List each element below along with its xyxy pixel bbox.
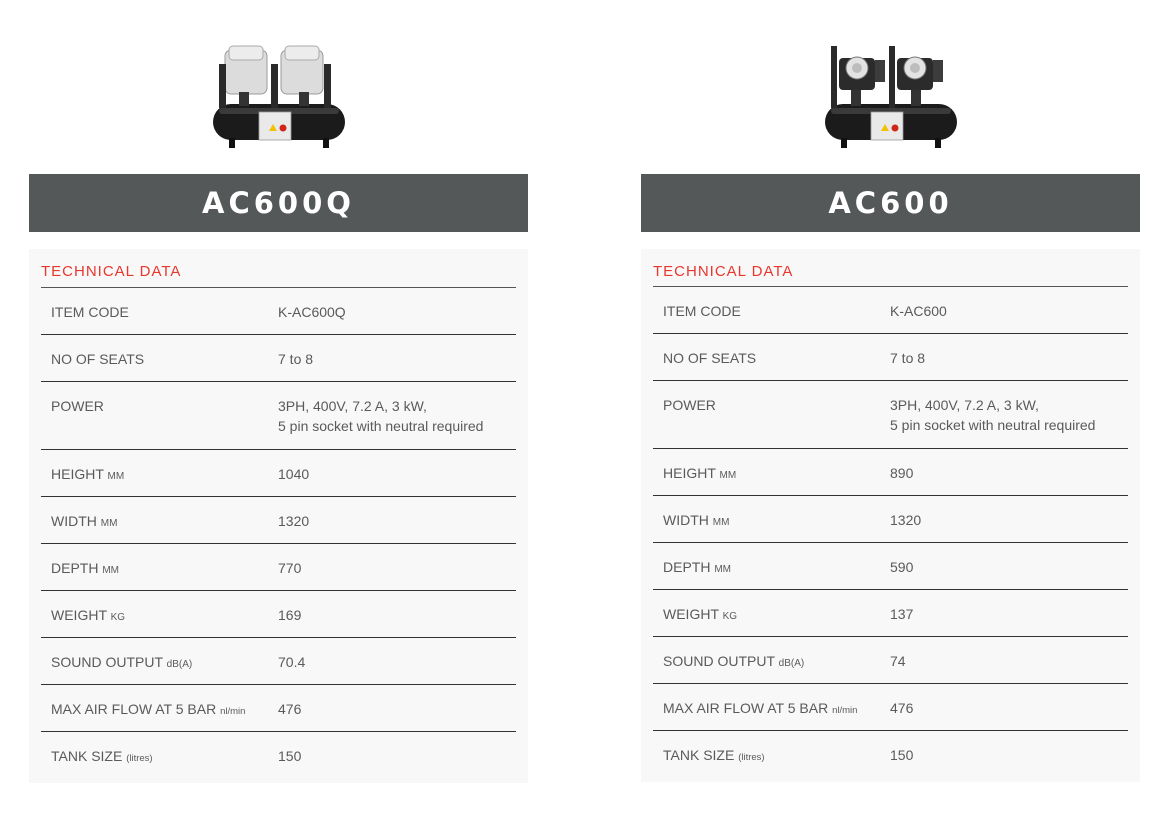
spec-row <box>41 335 516 382</box>
spec-label-text: ITEM CODE <box>663 303 741 319</box>
spec-row <box>41 497 516 544</box>
spec-unit: KG <box>722 611 738 622</box>
spec-label-text: HEIGHT <box>663 465 716 481</box>
spec-label-text: TANK SIZE <box>663 747 735 763</box>
spec-row <box>653 449 1128 496</box>
model-title: AC600Q <box>29 174 528 232</box>
spec-unit: MM <box>714 564 732 575</box>
spec-value <box>278 542 516 590</box>
spec-value-line: K-AC600 <box>890 303 947 319</box>
spec-label-text: POWER <box>51 398 104 414</box>
spec-value-line: 74 <box>890 653 906 669</box>
spec-value <box>890 588 1128 636</box>
spec-row <box>41 544 516 591</box>
spec-label-text: NO OF SEATS <box>51 351 145 367</box>
spec-value-line: 476 <box>278 701 302 717</box>
dual-compressor-enclosed-image <box>199 36 359 152</box>
spec-label <box>653 287 890 333</box>
spec-label <box>41 544 278 590</box>
spec-row <box>41 382 516 450</box>
spec-value-line: 70.4 <box>278 654 306 670</box>
spec-value-line: 590 <box>890 559 914 575</box>
spec-unit: (litres) <box>738 752 765 763</box>
spec-value-line: 7 to 8 <box>890 350 926 366</box>
spec-unit: MM <box>719 470 737 481</box>
spec-unit: nl/min <box>832 705 858 716</box>
spec-row <box>41 638 516 685</box>
spec-value-line: 7 to 8 <box>278 351 314 367</box>
spec-label <box>41 288 278 334</box>
spec-value-line: 150 <box>890 747 914 763</box>
spec-value-line: 1040 <box>278 466 310 482</box>
spec-label <box>41 497 278 543</box>
spec-label-text: WIDTH <box>51 513 97 529</box>
spec-label <box>41 591 278 637</box>
spec-row <box>41 685 516 732</box>
spec-value <box>890 379 1128 448</box>
spec-unit: (litres) <box>126 753 153 764</box>
spec-value <box>890 447 1128 495</box>
spec-row <box>653 684 1128 731</box>
spec-row <box>653 334 1128 381</box>
spec-label <box>41 732 278 779</box>
spec-unit: MM <box>100 518 118 529</box>
spec-value <box>278 589 516 637</box>
spec-label-text: HEIGHT <box>51 466 104 482</box>
spec-value-line: 137 <box>890 606 914 622</box>
spec-value-line: 3PH, 400V, 7.2 A, 3 kW, <box>278 398 427 414</box>
spec-value-line: 1320 <box>890 512 922 528</box>
spec-value <box>890 729 1128 778</box>
spec-value-line: 890 <box>890 465 914 481</box>
spec-label-text: TANK SIZE <box>51 748 123 764</box>
spec-table <box>41 288 516 779</box>
spec-value-line: 150 <box>278 748 302 764</box>
spec-unit: nl/min <box>220 706 246 717</box>
spec-value <box>278 683 516 731</box>
spec-row <box>653 496 1128 543</box>
spec-label <box>41 382 278 449</box>
spec-row <box>653 590 1128 637</box>
spec-value-line: 770 <box>278 560 302 576</box>
technical-data-heading: TECHNICAL DATA <box>653 249 1128 287</box>
technical-data-card <box>29 249 528 783</box>
spec-value-line: 3PH, 400V, 7.2 A, 3 kW, <box>890 397 1039 413</box>
spec-value <box>278 380 516 449</box>
spec-value <box>890 285 1128 333</box>
spec-row <box>41 732 516 779</box>
spec-value <box>890 541 1128 589</box>
spec-value <box>278 495 516 543</box>
spec-unit: MM <box>102 565 120 576</box>
spec-table <box>653 287 1128 778</box>
spec-label-text: NO OF SEATS <box>663 350 757 366</box>
spec-label-text: DEPTH <box>51 560 99 576</box>
technical-data-card <box>641 249 1140 782</box>
spec-label <box>653 543 890 589</box>
spec-label-text: DEPTH <box>663 559 711 575</box>
dual-compressor-open-image <box>811 36 971 152</box>
spec-label <box>653 731 890 778</box>
spec-label-text: WEIGHT <box>51 607 107 623</box>
spec-value <box>890 682 1128 730</box>
spec-label <box>653 637 890 683</box>
spec-row <box>653 287 1128 334</box>
spec-label-text: SOUND OUTPUT <box>51 654 163 670</box>
spec-label-text: ITEM CODE <box>51 304 129 320</box>
spec-row <box>41 591 516 638</box>
spec-value-line: K-AC600Q <box>278 304 346 320</box>
spec-value-line: 5 pin socket with neutral required <box>890 417 1096 433</box>
spec-value <box>278 286 516 334</box>
spec-row <box>653 543 1128 590</box>
spec-value <box>890 635 1128 683</box>
spec-value <box>278 636 516 684</box>
spec-value <box>278 448 516 496</box>
spec-label <box>41 638 278 684</box>
spec-value <box>278 333 516 381</box>
spec-label <box>653 496 890 542</box>
spec-value-line: 169 <box>278 607 302 623</box>
spec-value <box>890 494 1128 542</box>
spec-value-line: 1320 <box>278 513 310 529</box>
spec-unit: KG <box>110 612 126 623</box>
spec-value <box>278 730 516 779</box>
model-title: AC600 <box>641 174 1140 232</box>
technical-data-heading: TECHNICAL DATA <box>41 249 516 288</box>
spec-row <box>41 450 516 497</box>
spec-row <box>653 731 1128 778</box>
spec-label <box>41 685 278 731</box>
spec-label <box>653 334 890 380</box>
spec-unit: dB(A) <box>778 658 805 669</box>
spec-unit: dB(A) <box>166 659 193 670</box>
spec-label <box>41 450 278 496</box>
spec-unit: MM <box>712 517 730 528</box>
spec-label <box>653 684 890 730</box>
spec-row <box>653 381 1128 449</box>
spec-unit: MM <box>107 471 125 482</box>
spec-label-text: POWER <box>663 397 716 413</box>
spec-value-line: 5 pin socket with neutral required <box>278 418 484 434</box>
spec-label-text: WEIGHT <box>663 606 719 622</box>
spec-label-text: WIDTH <box>663 512 709 528</box>
spec-row <box>41 288 516 335</box>
spec-value <box>890 332 1128 380</box>
spec-row <box>653 637 1128 684</box>
spec-value-line: 476 <box>890 700 914 716</box>
spec-label <box>653 381 890 448</box>
spec-label <box>41 335 278 381</box>
spec-label-text: MAX AIR FLOW AT 5 BAR <box>663 700 829 716</box>
spec-label <box>653 590 890 636</box>
spec-label-text: SOUND OUTPUT <box>663 653 775 669</box>
spec-label-text: MAX AIR FLOW AT 5 BAR <box>51 701 217 717</box>
spec-label <box>653 449 890 495</box>
